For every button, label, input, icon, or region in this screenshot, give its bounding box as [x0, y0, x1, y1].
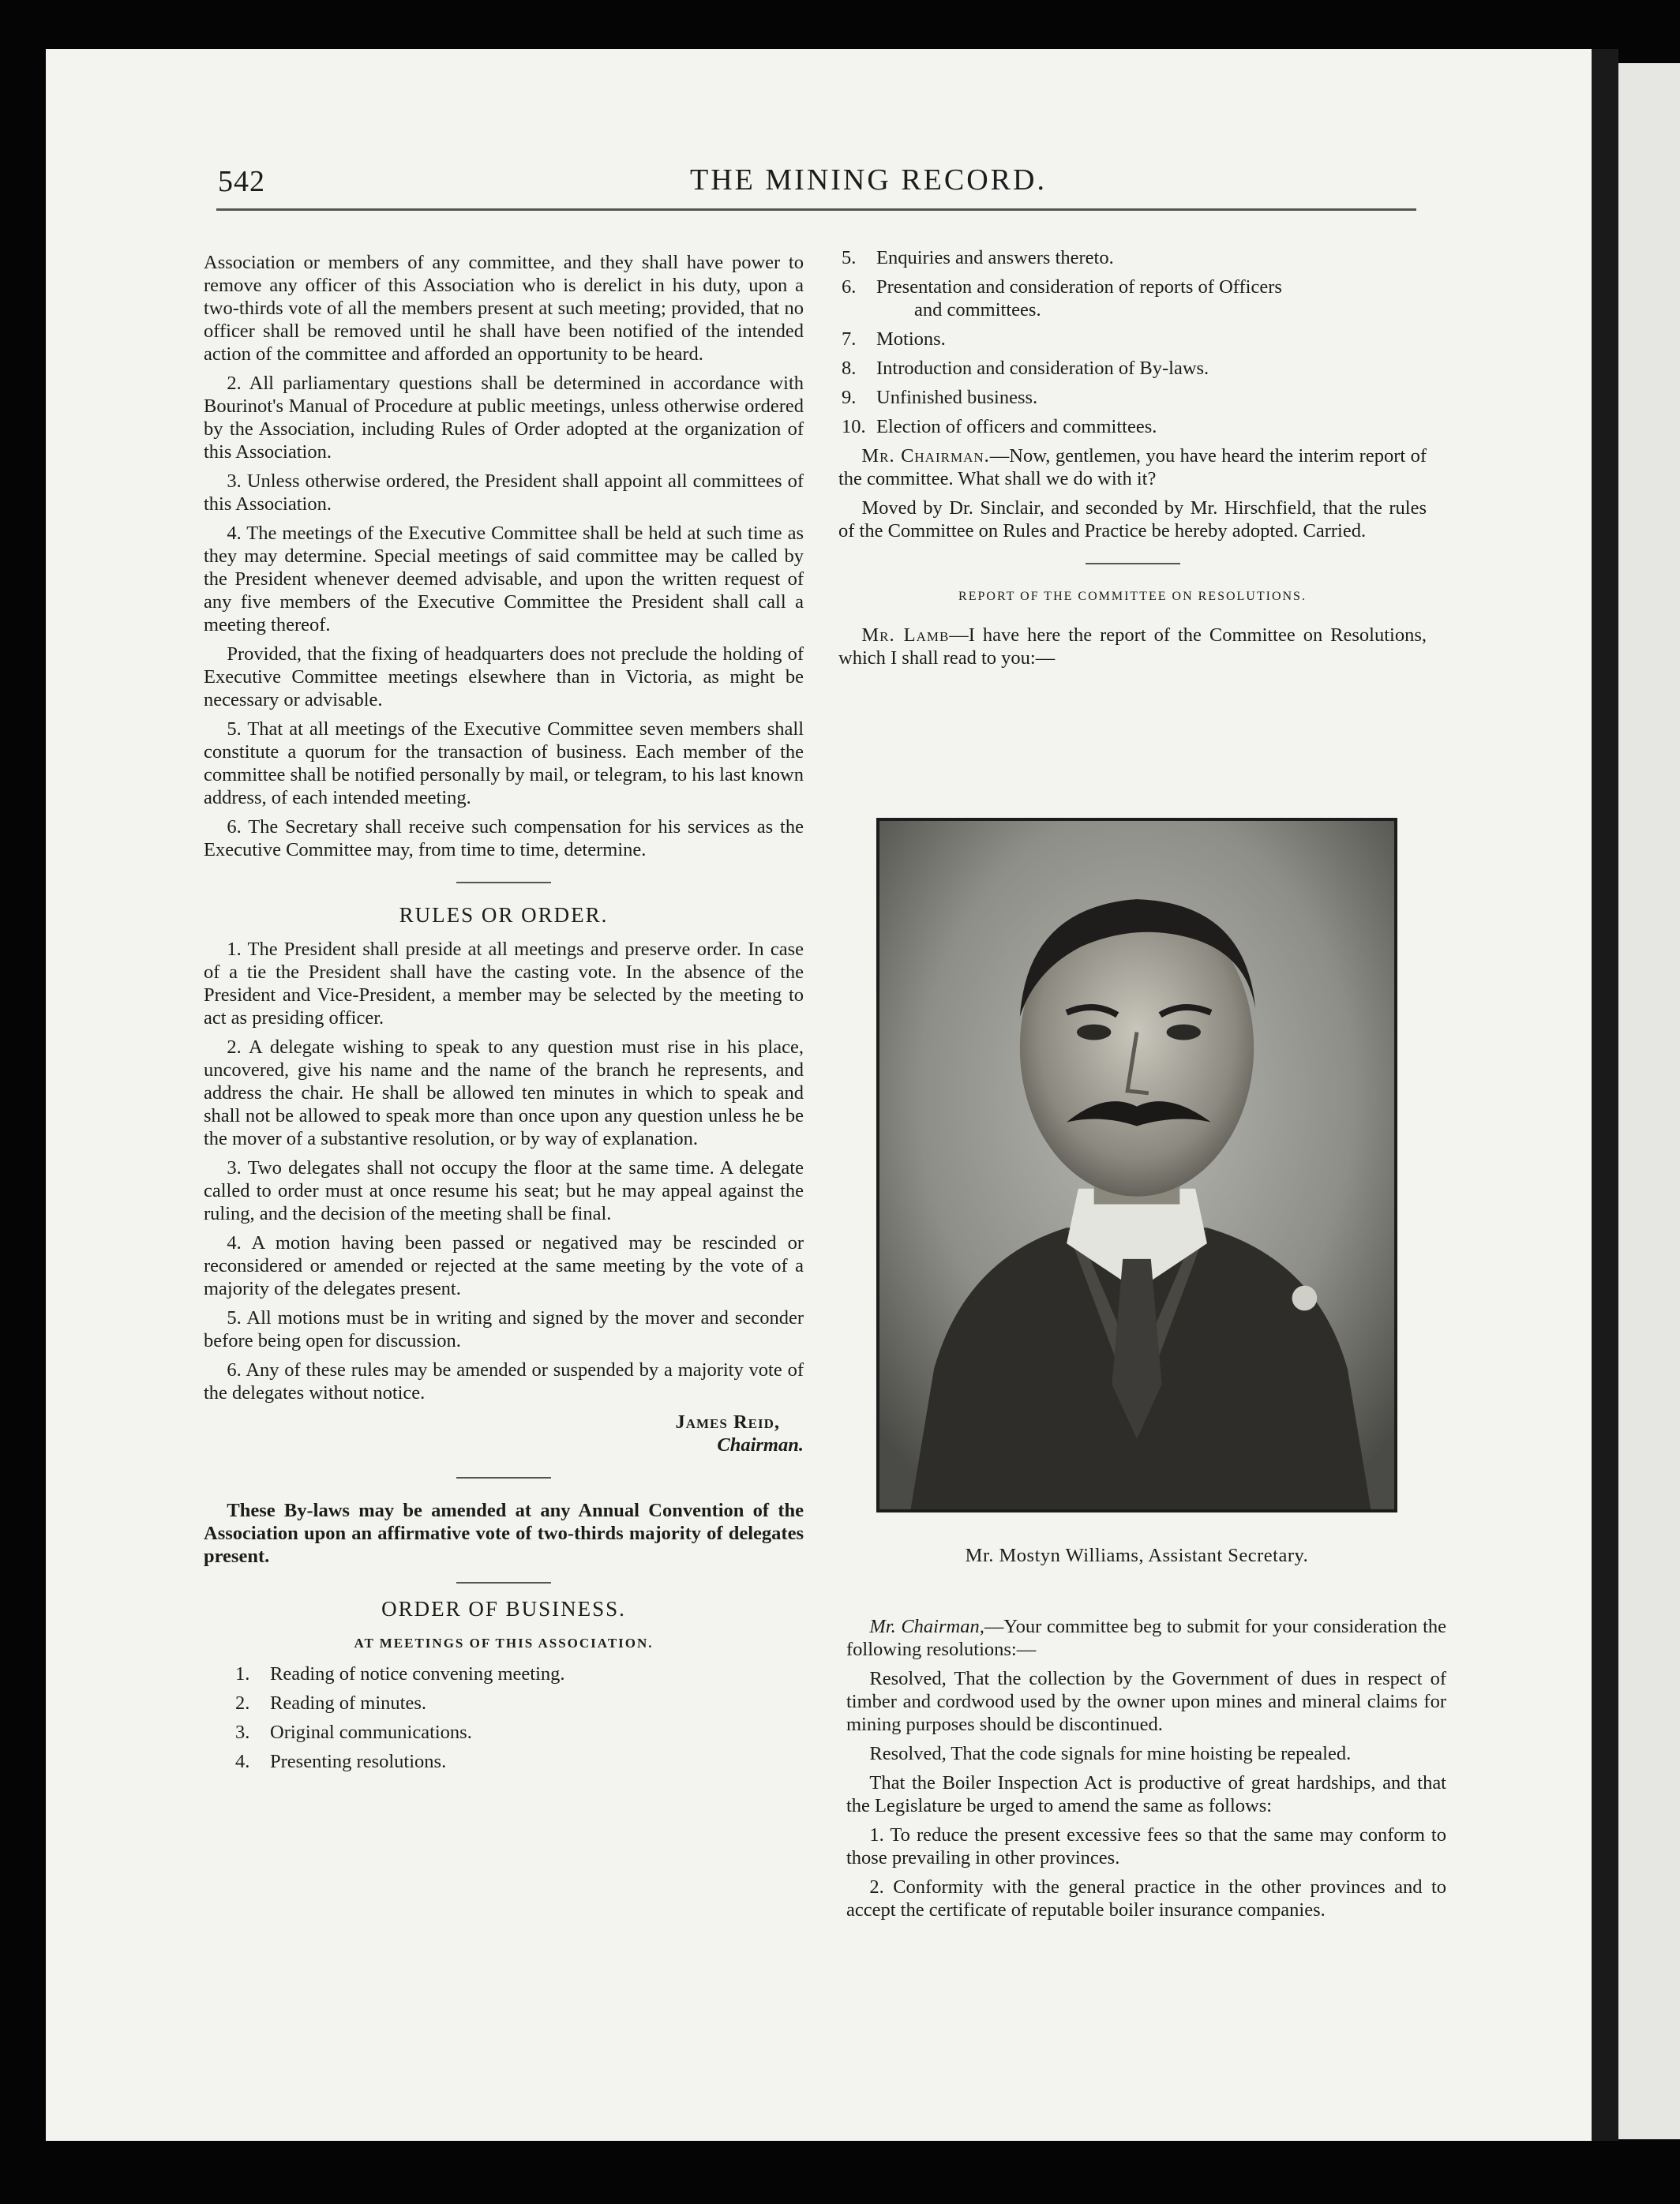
list-item: 4. Presenting resolutions.	[235, 1751, 447, 1772]
next-page-edge	[1618, 63, 1680, 2139]
resolution-paragraph: Resolved, That the code signals for mine hoisting be repealed.	[869, 1743, 1352, 1764]
left-column	[204, 251, 804, 1779]
list-item: 8. Introduction and consideration of By-laws.	[842, 358, 1209, 379]
list-item: 6. Presentation and consideration of reports of Officers and committees.	[842, 276, 1282, 320]
resolution-paragraph: Resolved, That the collection by the Government of dues in respect of timber and cordwood used by the owner upon mines and mineral claims for mining purposes should be discontinued.	[846, 1668, 1446, 1735]
right-column-top	[838, 246, 1427, 676]
book-spine	[1592, 49, 1618, 2141]
portrait-photo	[876, 818, 1397, 1512]
paragraph: 4. The meetings of the Executive Committee shall be held at such time as they may determine. Special meetings of said committee may be called by the President whenever deemed advisable, and upon the written request of any five members of the Executive Committee the President shall call a meeting thereof.	[204, 523, 804, 635]
order-subtitle: AT MEETINGS OF THIS ASSOCIATION.	[354, 1636, 654, 1651]
lamb-paragraph: Mr. Lamb—I have here the report of the Committee on Resolutions, which I shall read to you:—	[838, 624, 1427, 669]
list-item: 9. Unfinished business.	[842, 387, 1038, 408]
list-item: 1. Reading of notice convening meeting.	[235, 1663, 565, 1685]
signature-name: James Reid,	[675, 1411, 780, 1433]
paragraph: 6. The Secretary shall receive such compensation for his services as the Executive Committee may, from time to time, determine.	[204, 816, 804, 860]
running-head: THE MINING RECORD.	[690, 163, 1047, 197]
rule-paragraph: 5. All motions must be in writing and signed by the mover and seconder before being open for discussion.	[204, 1307, 804, 1351]
order-title: ORDER OF BUSINESS.	[381, 1597, 626, 1621]
list-item: 2. Reading of minutes.	[235, 1692, 427, 1714]
rule-paragraph: 4. A motion having been passed or negatived may be rescinded or reconsidered or amended or rejected at the same meeting by the vote of a majority of the delegates present.	[204, 1232, 804, 1299]
paragraph: 5. That at all meetings of the Executive Committee seven members shall constitute a quorum for the transaction of business. Each member of the committee shall be notified personally by mail, or telegram, to his last known address, of each intended meeting.	[204, 718, 804, 808]
paragraph: Association or members of any committee, and they shall have power to remove any officer of this Association who is derelict in his duty, upon a two-thirds vote of all the members present at such meeting; provided, that no officer shall be removed until he shall have been notified of the intended action of the committee and afforded an opportunity to be heard.	[204, 252, 804, 365]
signature	[204, 1411, 804, 1456]
header-rule	[216, 208, 1416, 211]
section-divider	[456, 1582, 551, 1584]
right-column-bottom	[846, 1615, 1446, 1928]
photo-caption: Mr. Mostyn Williams, Assistant Secretary.	[965, 1545, 1309, 1566]
signature-title: Chairman.	[717, 1434, 804, 1456]
report-heading: REPORT OF THE COMMITTEE ON RESOLUTIONS.	[958, 590, 1307, 603]
rule-paragraph: 1. The President shall preside at all meetings and preserve order. In case of a tie the President shall have the casting vote. In the absence of the President and Vice-President, a member may be selected by the meeting to act as presiding officer.	[204, 939, 804, 1029]
rule-paragraph: 6. Any of these rules may be amended or suspended by a majority vote of the delegates without notice.	[204, 1359, 804, 1404]
moved-paragraph: Moved by Dr. Sinclair, and seconded by Mr. Hirschfield, that the rules of the Committee on Rules and Practice be hereby adopted. Carried.	[838, 497, 1427, 542]
list-item: 3. Original communications.	[235, 1722, 472, 1743]
resolution-paragraph: 2. Conformity with the general practice in the other provinces and to accept the certificate of reputable boiler insurance companies.	[846, 1876, 1446, 1921]
resolutions-intro: Mr. Chairman,—Your committee beg to submit for your consideration the following resolutions:—	[846, 1616, 1447, 1660]
bylaws-note: These By-laws may be amended at any Annual Convention of the Association upon an affirmative vote of two-thirds majority of delegates present.	[204, 1500, 804, 1567]
page-number: 542	[218, 165, 265, 198]
portrait-illustration	[879, 821, 1394, 1509]
paragraph: Provided, that the fixing of headquarters does not preclude the holding of Executive Committee meetings elsewhere than in Victoria, as might be necessary or advisable.	[204, 643, 804, 710]
chairman-paragraph: Mr. Chairman.—Now, gentlemen, you have heard the interim report of the committee. What shall we do with it?	[838, 445, 1427, 489]
rule-paragraph: 2. A delegate wishing to speak to any question must rise in his place, uncovered, give his name and the name of the branch he represents, and address the chair. He shall be allowed ten minutes in which to speak and shall not be allowed to speak more than once upon any question unless he be the mover of a substantive resolution, or by way of explanation.	[204, 1036, 804, 1149]
section-divider	[1086, 563, 1180, 564]
paragraph: 2. All parliamentary questions shall be determined in accordance with Bourinot's Manual of Procedure at public meetings, unless otherwise ordered by the Association, including Rules of Order adopted at the organization of this Association.	[204, 373, 804, 463]
list-item: 10. Election of officers and committees.	[842, 416, 1157, 437]
section-divider	[456, 1477, 551, 1479]
resolution-paragraph: 1. To reduce the present excessive fees so that the same may conform to those prevailing in other provinces.	[846, 1824, 1446, 1869]
list-item: 5. Enquiries and answers thereto.	[842, 247, 1114, 268]
paragraph: 3. Unless otherwise ordered, the President shall appoint all committees of this Association.	[204, 470, 804, 515]
list-item: 7. Motions.	[842, 328, 946, 350]
rule-paragraph: 3. Two delegates shall not occupy the floor at the same time. A delegate called to order must at once resume his seat; but he may appeal against the ruling, and the decision of the meeting shall be final.	[204, 1157, 804, 1224]
section-divider	[456, 882, 551, 883]
rules-title: RULES OR ORDER.	[399, 903, 609, 927]
resolution-paragraph: That the Boiler Inspection Act is productive of great hardships, and that the Legislature be urged to amend the same as follows:	[846, 1772, 1446, 1816]
